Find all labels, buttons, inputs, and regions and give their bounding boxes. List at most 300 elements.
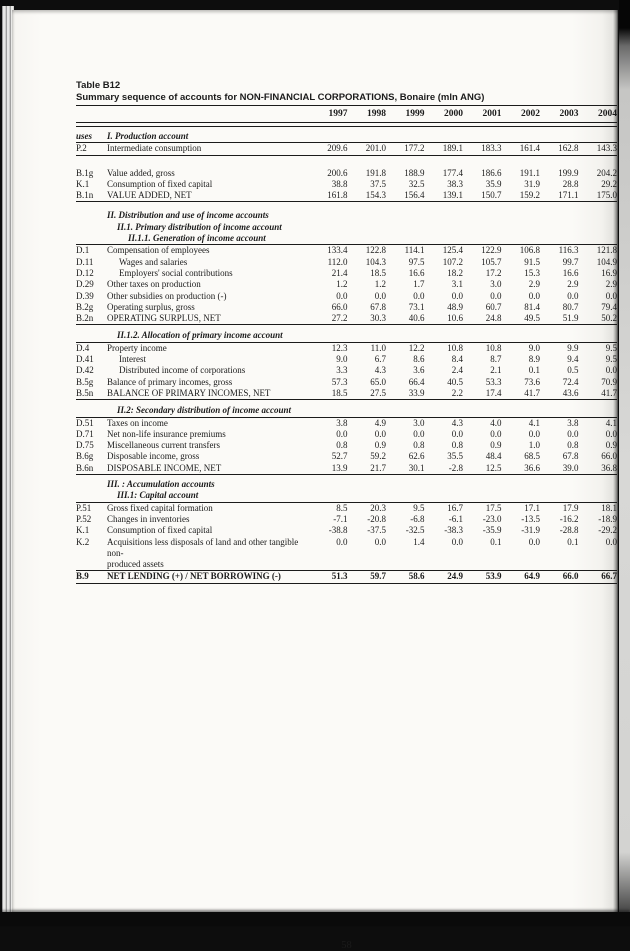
section-heading-row: [76, 233, 617, 245]
row-label: Compensation of employees: [107, 245, 210, 256]
value-cell: 66.7: [601, 571, 617, 582]
value-cell: 107.2: [442, 256, 463, 267]
value-cell: 66.0: [331, 301, 348, 312]
value-cell: 0.0: [374, 428, 386, 439]
value-cell: 143.3: [596, 143, 617, 154]
value-cell: 32.5: [408, 178, 425, 189]
value-cell: 79.4: [601, 301, 617, 312]
value-cell: 72.4: [562, 376, 579, 387]
row-label: Consumption of fixed capital: [107, 525, 213, 536]
value-cell: 161.4: [519, 143, 540, 154]
value-cell: 0.0: [567, 290, 579, 301]
value-cell: 11.0: [370, 342, 386, 353]
value-cell: 177.2: [404, 143, 425, 154]
value-cell: 35.9: [485, 178, 502, 189]
row-code: B.5g: [76, 376, 94, 387]
row-code: [76, 222, 107, 233]
value-cell: 40.6: [408, 313, 425, 324]
year-column-header: 1998: [367, 109, 386, 119]
row-code: [76, 490, 107, 501]
table-row: [76, 365, 617, 376]
value-cell: 8.5: [336, 502, 348, 513]
value-cell: 17.9: [562, 502, 579, 513]
value-cell: 0.0: [490, 428, 502, 439]
table-row: [76, 570, 617, 583]
value-cell: 33.9: [408, 387, 425, 398]
value-cell: 114.1: [404, 245, 425, 256]
value-cell: 80.7: [562, 301, 579, 312]
value-cell: 186.6: [481, 167, 502, 178]
row-code: B.6n: [76, 462, 94, 473]
value-cell: 104.3: [365, 256, 386, 267]
value-cell: 0.0: [451, 428, 463, 439]
value-cell: 122.8: [365, 245, 386, 256]
row-label: NET LENDING (+) / NET BORROWING (-): [107, 571, 281, 582]
section-heading: II.2: Secondary distribution of income account: [117, 405, 292, 416]
value-cell: 1.2: [336, 279, 348, 290]
row-label: Acquisitions less disposals of land and other tangible non- produced assets: [107, 536, 299, 570]
value-cell: 43.6: [562, 387, 579, 398]
section-heading-row: [76, 222, 617, 233]
row-label: VALUE ADDED, NET: [107, 190, 192, 201]
value-cell: 0.1: [567, 536, 579, 547]
value-cell: 0.0: [336, 536, 348, 547]
value-cell: 31.9: [524, 178, 540, 189]
value-cell: 156.4: [404, 190, 425, 201]
value-cell: 41.7: [601, 387, 617, 398]
value-cell: 105.7: [481, 256, 502, 267]
scan-bottom-band: [0, 912, 630, 926]
value-cell: 48.4: [485, 451, 502, 462]
value-cell: 0.1: [490, 536, 502, 547]
value-cell: 0.9: [490, 440, 502, 451]
row-label: Value added, gross: [107, 167, 175, 178]
row-label: Employers' social contributions: [119, 267, 233, 278]
table-row: [76, 291, 617, 302]
row-label: Wages and salaries: [119, 256, 188, 267]
value-cell: 1.7: [413, 279, 425, 290]
table-row: [76, 463, 617, 475]
value-cell: 4.1: [605, 417, 617, 428]
value-cell: -18.9: [598, 513, 617, 524]
row-code: D.11: [76, 256, 94, 267]
value-cell: 159.2: [519, 190, 540, 201]
code-column-spacer: [76, 108, 107, 122]
table-row: [76, 143, 617, 155]
row-label: Miscellaneous current transfers: [107, 440, 220, 451]
table-row: [76, 537, 617, 571]
value-cell: 97.5: [408, 256, 425, 267]
row-label: Changes in inventories: [107, 513, 190, 524]
value-cell: 16.9: [601, 267, 617, 278]
value-cell: 4.3: [451, 417, 463, 428]
value-cell: 40.5: [447, 376, 463, 387]
value-cell: 8.4: [451, 354, 463, 365]
value-cell: 58.6: [408, 571, 425, 582]
row-code: D.75: [76, 440, 94, 451]
value-cell: 104.9: [596, 256, 617, 267]
value-cell: 59.2: [370, 451, 386, 462]
row-label: Other subsidies on production (-): [107, 290, 227, 301]
table-row: [76, 451, 617, 462]
row-code: B.9: [76, 571, 89, 582]
value-cell: -6.8: [410, 513, 425, 524]
value-cell: 122.9: [481, 245, 502, 256]
table-row: [76, 440, 617, 451]
table-rows: [76, 131, 617, 584]
section-heading-row: [76, 479, 617, 490]
value-cell: 200.6: [327, 167, 348, 178]
row-code: B.1n: [76, 190, 94, 201]
row-label: DISPOSABLE INCOME, NET: [107, 462, 222, 473]
value-cell: 0.0: [374, 290, 386, 301]
value-cell: 0.8: [451, 440, 463, 451]
value-cell: 209.6: [327, 143, 348, 154]
value-cell: 0.0: [413, 428, 425, 439]
row-label: Net non-life insurance premiums: [107, 428, 226, 439]
value-cell: 8.6: [413, 354, 425, 365]
section-heading: I. Production account: [107, 131, 189, 141]
row-gap: [76, 156, 617, 168]
section-heading-row: [76, 490, 617, 502]
value-cell: 66.0: [601, 451, 617, 462]
value-cell: -23.0: [482, 513, 502, 524]
section-heading: III.1: Capital account: [117, 490, 199, 501]
value-cell: 65.0: [370, 376, 386, 387]
value-cell: 10.8: [447, 342, 463, 353]
value-cell: 38.3: [447, 178, 463, 189]
table-row: [76, 190, 617, 202]
value-cell: 3.8: [567, 417, 579, 428]
year-column-header: 2000: [444, 109, 463, 119]
value-cell: 9.0: [528, 342, 540, 353]
value-cell: 3.0: [490, 279, 502, 290]
table-row: [76, 168, 617, 179]
row-code: [76, 233, 107, 244]
value-cell: 0.0: [605, 428, 617, 439]
value-cell: 51.3: [331, 571, 348, 582]
value-cell: 204.2: [596, 167, 617, 178]
value-cell: 16.6: [408, 267, 425, 278]
year-column-header: 2003: [559, 109, 579, 119]
value-cell: 28.8: [562, 178, 579, 189]
value-cell: 18.5: [331, 387, 348, 398]
value-cell: 41.7: [524, 387, 540, 398]
value-cell: 4.3: [374, 365, 386, 376]
value-cell: 125.4: [442, 245, 463, 256]
value-cell: 161.8: [327, 190, 348, 201]
row-code: [76, 479, 107, 490]
value-cell: 18.1: [601, 502, 617, 513]
row-code: D.51: [76, 417, 94, 428]
value-cell: 20.3: [370, 502, 386, 513]
row-code: P.2: [76, 143, 87, 154]
table-row: [76, 302, 617, 313]
year-column-header: 1999: [405, 109, 425, 119]
table-row: [76, 377, 617, 388]
value-cell: 162.8: [558, 143, 579, 154]
value-cell: 91.5: [524, 256, 540, 267]
value-cell: 39.0: [562, 462, 579, 473]
value-cell: 66.4: [408, 376, 425, 387]
row-label: Distributed income of corporations: [119, 365, 246, 376]
value-cell: 24.9: [447, 571, 463, 582]
value-cell: 106.8: [519, 245, 540, 256]
row-code: D.39: [76, 290, 94, 301]
value-cell: 2.1: [490, 365, 502, 376]
value-cell: 0.0: [413, 290, 425, 301]
value-cell: 17.4: [485, 387, 502, 398]
value-cell: 0.8: [567, 440, 579, 451]
value-cell: 1.2: [374, 279, 386, 290]
value-cell: 60.7: [485, 301, 502, 312]
row-code: D.42: [76, 365, 94, 376]
row-label: BALANCE OF PRIMARY INCOMES, NET: [107, 387, 271, 398]
value-cell: 99.7: [562, 256, 579, 267]
value-cell: 36.8: [601, 462, 617, 473]
row-code: D.29: [76, 279, 94, 290]
row-code: D.12: [76, 267, 94, 278]
value-cell: 3.8: [336, 417, 348, 428]
value-cell: 53.9: [485, 571, 502, 582]
value-cell: 37.5: [370, 178, 386, 189]
value-cell: 188.9: [404, 167, 425, 178]
value-cell: 116.3: [558, 245, 579, 256]
section-heading: III. : Accumulation accounts: [107, 479, 215, 490]
value-cell: 49.5: [524, 313, 540, 324]
value-cell: 48.9: [447, 301, 463, 312]
table-row: [76, 279, 617, 290]
value-cell: 29.2: [601, 178, 617, 189]
section-heading: II.1.1. Generation of income account: [128, 233, 266, 244]
year-column-header: 2002: [521, 109, 540, 119]
value-cell: 21.7: [370, 462, 386, 473]
value-cell: 9.0: [336, 354, 348, 365]
value-cell: -20.8: [367, 513, 386, 524]
value-cell: 1.0: [528, 440, 540, 451]
value-cell: 191.1: [519, 167, 540, 178]
value-cell: 10.8: [485, 342, 502, 353]
value-cell: 68.5: [524, 451, 540, 462]
value-cell: 0.0: [451, 536, 463, 547]
value-cell: 0.0: [490, 290, 502, 301]
row-label: Property income: [107, 342, 167, 353]
row-code: K.2: [76, 536, 90, 547]
value-cell: 0.5: [567, 365, 579, 376]
value-cell: 6.7: [374, 354, 386, 365]
row-code: D.41: [76, 354, 94, 365]
value-cell: 67.8: [562, 451, 579, 462]
table-row: [76, 525, 617, 536]
value-cell: 1.4: [413, 536, 425, 547]
value-cell: -38.8: [328, 525, 348, 536]
value-cell: -29.2: [598, 525, 617, 536]
table-row: [76, 429, 617, 440]
table-row: [76, 343, 617, 354]
value-cell: 121.8: [596, 245, 617, 256]
value-cell: 0.0: [336, 290, 348, 301]
row-label: Intermediate consumption: [107, 143, 202, 154]
uses-label: uses: [76, 131, 93, 141]
value-cell: 0.0: [451, 290, 463, 301]
row-code: D.1: [76, 245, 90, 256]
value-cell: -35.9: [482, 525, 502, 536]
value-cell: -6.1: [448, 513, 463, 524]
row-code: K.1: [76, 178, 90, 189]
value-cell: 27.2: [331, 313, 348, 324]
value-cell: 9.5: [413, 502, 425, 513]
value-cell: 2.2: [451, 387, 463, 398]
row-code: [76, 210, 107, 221]
value-cell: 177.4: [442, 167, 463, 178]
value-cell: 0.0: [528, 536, 540, 547]
scanned-page: [12, 10, 618, 951]
value-cell: 73.6: [524, 376, 540, 387]
value-cell: 59.7: [370, 571, 386, 582]
value-cell: 9.4: [567, 354, 579, 365]
value-cell: 0.0: [605, 365, 617, 376]
value-cell: 0.0: [567, 428, 579, 439]
value-cell: -28.8: [559, 525, 579, 536]
value-cell: 12.2: [408, 342, 425, 353]
row-code: B.2g: [76, 301, 94, 312]
row-code: [76, 330, 107, 341]
value-cell: -37.5: [367, 525, 386, 536]
value-cell: 30.1: [408, 462, 425, 473]
table-row: [76, 313, 617, 325]
table-row: [76, 268, 617, 279]
table-row: [76, 245, 617, 256]
value-cell: 16.7: [447, 502, 463, 513]
row-code: K.1: [76, 525, 90, 536]
value-cell: 0.0: [528, 428, 540, 439]
value-cell: -2.8: [448, 462, 463, 473]
value-cell: 175.0: [596, 190, 617, 201]
row-label: Gross fixed capital formation: [107, 502, 213, 513]
table-row: [76, 131, 617, 143]
value-cell: -32.5: [405, 525, 425, 536]
value-cell: 0.0: [605, 536, 617, 547]
section-heading: II. Distribution and use of income accounts: [107, 210, 269, 221]
row-code: D.71: [76, 428, 94, 439]
value-cell: 10.6: [447, 313, 463, 324]
value-cell: 16.6: [562, 267, 579, 278]
table-row: [76, 388, 617, 400]
row-label: Balance of primary incomes, gross: [107, 376, 233, 387]
value-cell: 15.3: [524, 267, 540, 278]
value-cell: 9.9: [567, 342, 579, 353]
value-cell: 189.1: [442, 143, 463, 154]
value-cell: 0.9: [605, 440, 617, 451]
value-cell: 18.2: [447, 267, 463, 278]
value-cell: 112.0: [327, 256, 348, 267]
value-cell: 52.7: [331, 451, 348, 462]
row-code: P.51: [76, 502, 92, 513]
row-code: [76, 405, 107, 416]
value-cell: -16.2: [559, 513, 579, 524]
table-row: [76, 257, 617, 268]
value-cell: 57.3: [331, 376, 348, 387]
value-cell: 191.8: [365, 167, 386, 178]
value-cell: 133.4: [327, 245, 348, 256]
value-cell: 17.2: [485, 267, 502, 278]
value-cell: 2.4: [451, 365, 463, 376]
value-cell: 0.8: [413, 440, 425, 451]
value-cell: 8.9: [528, 354, 540, 365]
value-cell: 30.3: [370, 313, 386, 324]
value-cell: 81.4: [524, 301, 540, 312]
value-cell: 183.3: [481, 143, 502, 154]
value-cell: -38.3: [444, 525, 463, 536]
value-cell: 17.1: [524, 502, 540, 513]
row-label: Operating surplus, gross: [107, 301, 195, 312]
page-number: 58: [341, 940, 352, 951]
row-gap: [76, 202, 617, 210]
row-code: B.5n: [76, 387, 94, 398]
year-column-header: 1997: [328, 109, 348, 119]
table-row: [76, 514, 617, 525]
year-column-header: 2004: [598, 109, 617, 119]
value-cell: 0.0: [336, 428, 348, 439]
value-cell: 12.3: [331, 342, 348, 353]
value-cell: 0.0: [374, 536, 386, 547]
value-cell: 73.1: [408, 301, 425, 312]
row-code: D.4: [76, 342, 90, 353]
value-cell: 13.9: [331, 462, 348, 473]
value-cell: 2.9: [567, 279, 579, 290]
value-cell: 9.5: [605, 354, 617, 365]
value-cell: 24.8: [485, 313, 502, 324]
value-cell: 0.1: [528, 365, 540, 376]
section-heading-row: [76, 210, 617, 221]
row-label: Taxes on income: [107, 417, 168, 428]
value-cell: 139.1: [442, 190, 463, 201]
table-title: Summary sequence of accounts for NON-FINANCIAL CORPORATIONS, Bonaire (mln ANG): [76, 92, 617, 106]
value-cell: 199.9: [558, 167, 579, 178]
section-heading: II.1. Primary distribution of income account: [117, 221, 282, 232]
value-cell: 18.5: [370, 267, 386, 278]
table-row: [76, 179, 617, 190]
value-cell: 150.7: [481, 190, 502, 201]
value-cell: 62.6: [408, 451, 425, 462]
value-cell: 3.3: [336, 365, 348, 376]
value-cell: 70.9: [601, 376, 617, 387]
value-cell: 38.8: [331, 178, 348, 189]
value-cell: 4.9: [374, 417, 386, 428]
row-label: Interest: [119, 354, 146, 365]
value-cell: 51.9: [562, 313, 579, 324]
value-cell: 27.5: [370, 387, 386, 398]
row-code: P.52: [76, 513, 92, 524]
row-label: OPERATING SURPLUS, NET: [107, 313, 221, 324]
value-cell: 8.7: [490, 354, 502, 365]
value-cell: 3.6: [413, 365, 425, 376]
value-cell: 0.0: [605, 290, 617, 301]
section-heading-row: [76, 405, 617, 417]
value-cell: 2.9: [528, 279, 540, 290]
table-b12: [76, 80, 617, 951]
value-cell: 64.9: [524, 571, 540, 582]
year-column-header: 2001: [482, 109, 502, 119]
label-column-spacer: [107, 108, 309, 122]
value-cell: 66.0: [562, 571, 579, 582]
row-label: Other taxes on production: [107, 279, 201, 290]
value-cell: 0.0: [528, 290, 540, 301]
section-heading-row: [76, 330, 617, 342]
value-cell: 4.1: [528, 417, 540, 428]
table-row: [76, 503, 617, 514]
row-code: B.6g: [76, 451, 94, 462]
